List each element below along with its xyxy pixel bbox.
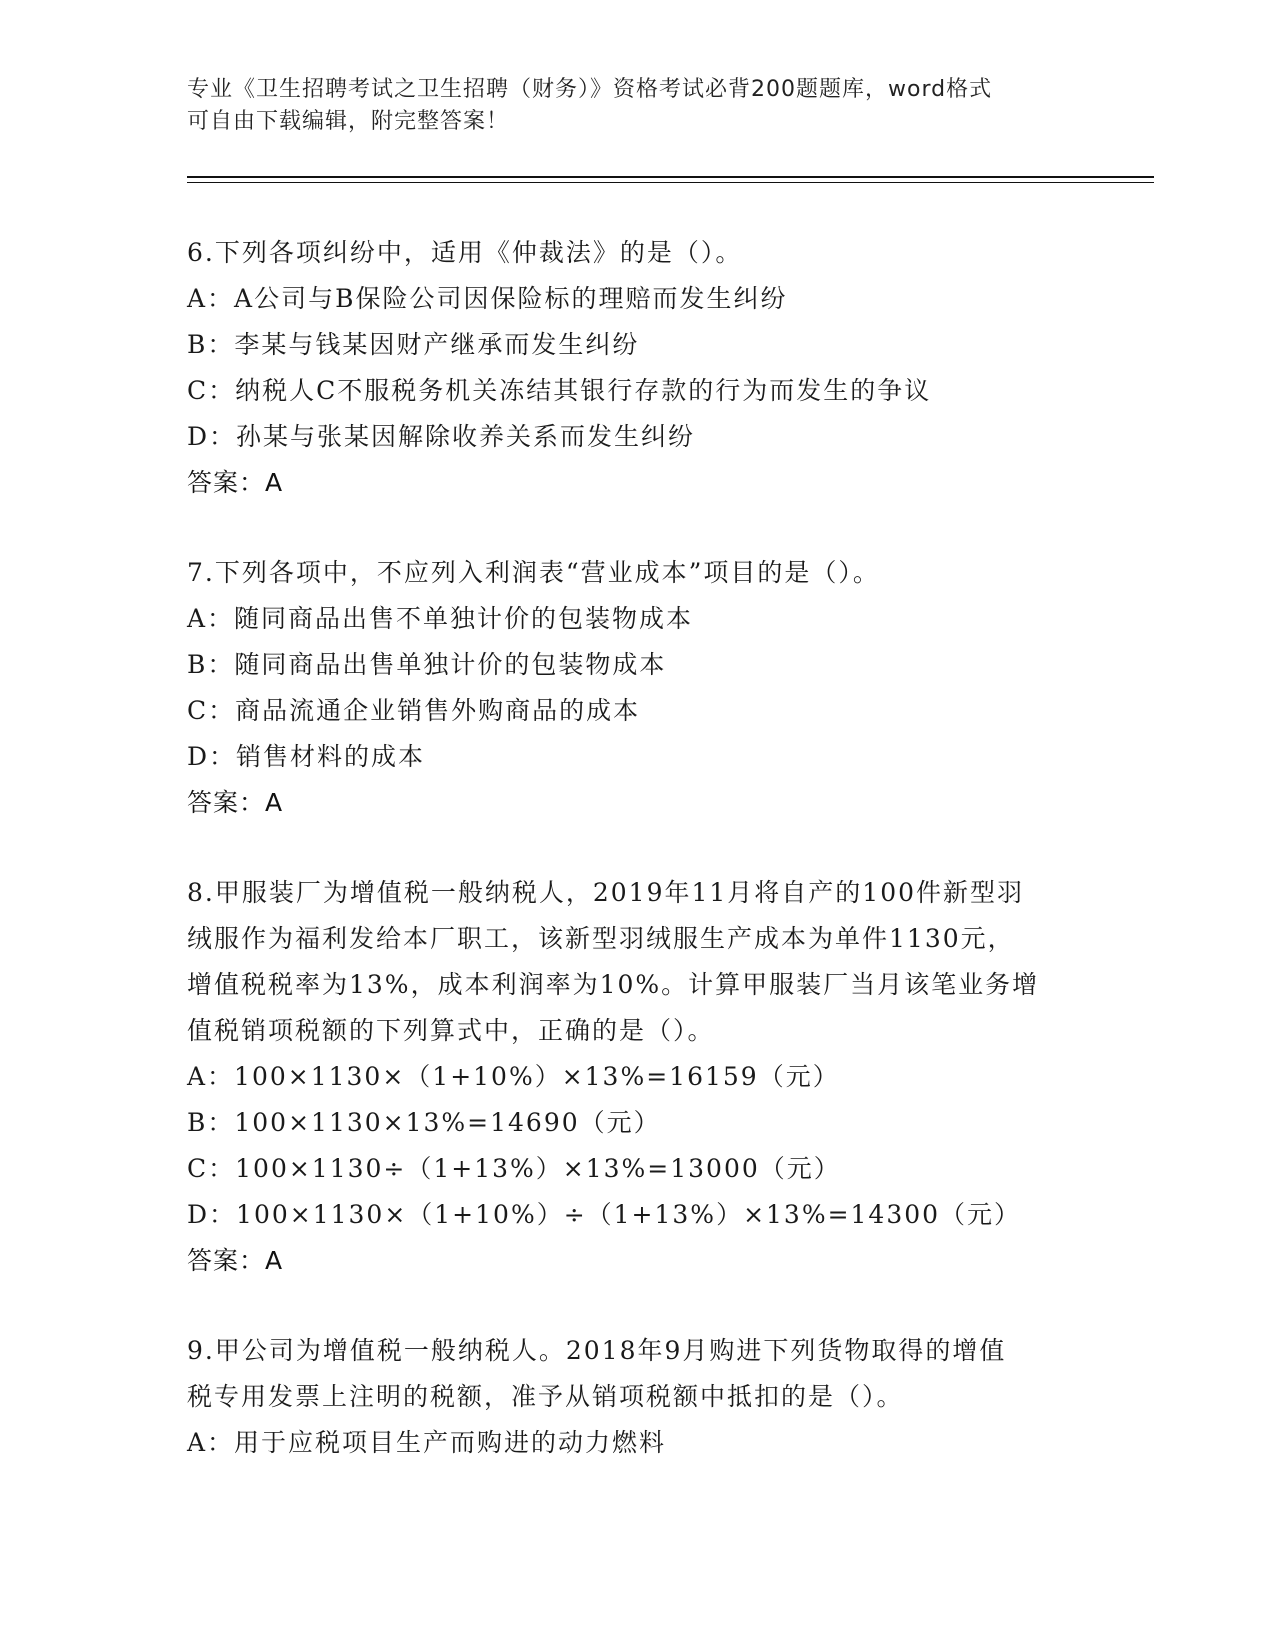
question-8 — [187, 870, 1147, 1284]
answer: 答案：A — [187, 468, 284, 497]
question-list — [187, 230, 1147, 1510]
option-a: A：A公司与B保险公司因保险标的理赔而发生纠纷 — [187, 284, 788, 313]
question-stem-line-4: 值税销项税额的下列算式中，正确的是（）。 — [187, 1016, 715, 1045]
header-line-2: 可自由下载编辑，附完整答案！ — [187, 109, 510, 134]
option-a: A：随同商品出售不单独计价的包装物成本 — [187, 604, 694, 633]
question-6 — [187, 230, 1147, 506]
option-d: D：100×1130×（1+10%）÷（1+13%）×13%=14300（元） — [187, 1200, 1022, 1229]
question-stem: 6.下列各项纠纷中，适用《仲裁法》的是（）。 — [187, 238, 743, 267]
option-c: C：商品流通企业销售外购商品的成本 — [187, 696, 641, 725]
option-c: C：100×1130÷（1+13%）×13%=13000（元） — [187, 1154, 841, 1183]
option-c: C：纳税人C不服税务机关冻结其银行存款的行为而发生的争议 — [187, 376, 932, 405]
option-a: A：用于应税项目生产而购进的动力燃料 — [187, 1428, 667, 1457]
option-a: A：100×1130×（1+10%）×13%=16159（元） — [187, 1062, 840, 1091]
question-stem-line-1: 8.甲服装厂为增值税一般纳税人，2019年11月将自产的100件新型羽 — [187, 878, 1025, 907]
question-stem-line-3: 增值税税率为13%，成本利润率为10%。计算甲服装厂当月该笔业务增 — [187, 970, 1040, 999]
question-7 — [187, 550, 1147, 826]
question-9 — [187, 1328, 1147, 1466]
option-d: D：销售材料的成本 — [187, 742, 426, 771]
option-b: B：李某与钱某因财产继承而发生纠纷 — [187, 330, 640, 359]
document-header — [187, 74, 1087, 138]
header-rule-thin — [187, 182, 1154, 183]
answer: 答案：A — [187, 788, 284, 817]
answer: 答案：A — [187, 1246, 284, 1275]
question-stem: 7.下列各项中，不应列入利润表“营业成本”项目的是（）。 — [187, 558, 880, 587]
header-line-1: 专业《卫生招聘考试之卫生招聘（财务）》资格考试必背200题题库，word格式 — [187, 77, 993, 102]
header-rule-thick — [187, 176, 1154, 178]
option-b: B：100×1130×13%=14690（元） — [187, 1108, 661, 1137]
question-stem-line-2: 税专用发票上注明的税额，准予从销项税额中抵扣的是（）。 — [187, 1382, 904, 1411]
question-stem-line-2: 绒服作为福利发给本厂职工，该新型羽绒服生产成本为单件1130元， — [187, 924, 1015, 953]
question-stem-line-1: 9.甲公司为增值税一般纳税人。2018年9月购进下列货物取得的增值 — [187, 1336, 1007, 1365]
option-d: D：孙某与张某因解除收养关系而发生纠纷 — [187, 422, 696, 451]
option-b: B：随同商品出售单独计价的包装物成本 — [187, 650, 667, 679]
